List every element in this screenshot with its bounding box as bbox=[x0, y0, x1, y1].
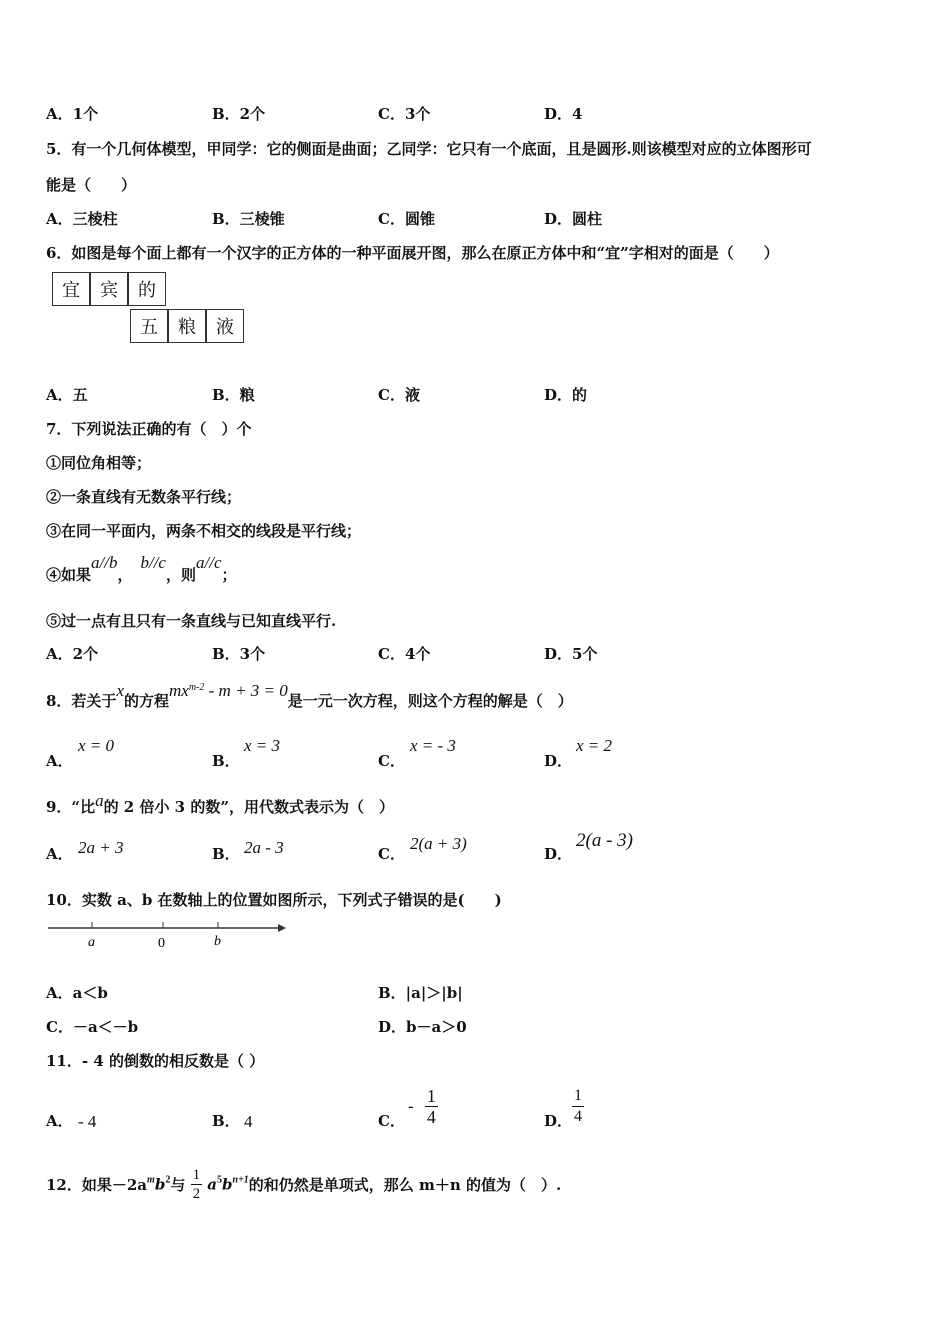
q7-statement-3: ③在同一平面内，两条不相交的线段是平行线； bbox=[46, 522, 362, 540]
q9-suffix: 的 2 倍小 3 的数”，用代数式表示为（ ） bbox=[103, 798, 394, 816]
q7-s4-sep: ， bbox=[117, 566, 133, 584]
q7-s4-then: ，则 bbox=[165, 566, 196, 584]
q11-label-b: B． bbox=[212, 1112, 240, 1130]
q11-label-c: C． bbox=[378, 1112, 405, 1130]
q10-option-d: D．b－a＞0 bbox=[378, 1018, 467, 1036]
q11-c-fraction bbox=[425, 1086, 438, 1127]
number-line-figure bbox=[46, 916, 288, 956]
q10-option-c: C．－a＜－b bbox=[46, 1018, 139, 1036]
q9-label-b: B． bbox=[212, 845, 240, 863]
q7-s4-end: ； bbox=[221, 566, 237, 584]
net-cell-5: 粮 bbox=[168, 309, 206, 343]
axis-label-a: a bbox=[88, 935, 95, 950]
q4-option-a: A．1个 bbox=[46, 105, 99, 123]
q11-value-d bbox=[572, 1086, 584, 1127]
q4-option-b: B．2个 bbox=[212, 105, 266, 123]
q11-stem: 11．- 4 的倒数的相反数是（ ） bbox=[46, 1052, 265, 1070]
net-cell-6: 液 bbox=[206, 309, 244, 343]
q8-stem bbox=[46, 680, 573, 710]
q12-exp-1: m bbox=[147, 1174, 155, 1186]
q4-option-c: C．3个 bbox=[378, 105, 431, 123]
q10-stem: 10．实数 a、b 在数轴上的位置如图所示，下列式子错误的是( ) bbox=[46, 891, 502, 909]
q7-s4-expr-a: a//b bbox=[91, 553, 118, 572]
q7-option-d: D．5个 bbox=[544, 645, 598, 663]
q12-exp-4: n+1 bbox=[232, 1174, 249, 1186]
number-line-svg bbox=[46, 916, 288, 952]
q9-stem bbox=[46, 790, 394, 816]
q6-option-d: D．的 bbox=[544, 386, 588, 404]
q8-value-c: x = - 3 bbox=[410, 736, 456, 755]
q7-statement-4 bbox=[46, 552, 237, 584]
q5-stem-line2: 能是（ ） bbox=[46, 176, 137, 194]
q9-value-d: 2(a - 3) bbox=[576, 830, 633, 851]
q11-value-a: - 4 bbox=[78, 1112, 97, 1131]
q12-prefix: 12．如果－2a bbox=[46, 1176, 148, 1194]
q7-statement-5: ⑤过一点有且只有一条直线与已知直线平行. bbox=[46, 612, 337, 630]
q8-mid: 的方程 bbox=[123, 692, 169, 710]
q5-option-c: C．圆锥 bbox=[378, 210, 435, 228]
q6-option-c: C．液 bbox=[378, 386, 420, 404]
net-cell-4: 五 bbox=[130, 309, 168, 343]
q12-fraction bbox=[191, 1166, 203, 1203]
q8-prefix: 8．若关于 bbox=[46, 692, 117, 710]
q10-option-b: B．|a|＞|b| bbox=[378, 984, 463, 1002]
q7-s4-expr-c: a//c bbox=[196, 553, 222, 572]
net-cell-3: 的 bbox=[128, 272, 166, 306]
q5-option-b: B．三棱锥 bbox=[212, 210, 285, 228]
q12-exp-3: 5 bbox=[217, 1174, 223, 1186]
q7-s4-prefix: ④如果 bbox=[46, 566, 92, 584]
q9-value-b: 2a - 3 bbox=[244, 838, 284, 857]
q11-label-d: D． bbox=[544, 1112, 573, 1130]
q6-option-b: B．粮 bbox=[212, 386, 255, 404]
q7-statement-2: ②一条直线有无数条平行线； bbox=[46, 488, 242, 506]
q7-s4-expr-b: b//c bbox=[140, 553, 166, 572]
q6-stem: 6．如图是每个面上都有一个汉字的正方体的一种平面展开图，那么在原正方体中和“宜”字相对的面是（ ） bbox=[46, 244, 779, 262]
q9-label-c: C． bbox=[378, 845, 405, 863]
q12-exp-2: 2 bbox=[165, 1174, 171, 1186]
q9-value-a: 2a + 3 bbox=[78, 838, 124, 857]
q11-value-c bbox=[408, 1086, 438, 1127]
q11-value-b: 4 bbox=[244, 1112, 253, 1131]
q9-label-d: D． bbox=[544, 845, 573, 863]
q11-c-sign: - bbox=[408, 1096, 414, 1116]
q8-label-d: D． bbox=[544, 752, 573, 770]
net-cell-1: 宜 bbox=[52, 272, 90, 306]
q7-option-c: C．4个 bbox=[378, 645, 431, 663]
q7-stem: 7．下列说法正确的有（ ）个 bbox=[46, 420, 252, 438]
q8-variable: x bbox=[116, 681, 124, 700]
q9-variable: a bbox=[95, 791, 104, 810]
q10-option-a: A．a＜b bbox=[46, 984, 108, 1002]
q6-option-a: A．五 bbox=[46, 386, 88, 404]
q7-statement-1: ①同位角相等； bbox=[46, 454, 152, 472]
q8-value-b: x = 3 bbox=[244, 736, 281, 755]
q12-term2-b: b bbox=[222, 1175, 233, 1194]
q8-equation-base: mx bbox=[169, 681, 189, 700]
q12-denominator: 2 bbox=[192, 1186, 201, 1202]
net-cell-2: 宾 bbox=[90, 272, 128, 306]
q7-option-b: B．3个 bbox=[212, 645, 266, 663]
q11-label-a: A． bbox=[46, 1112, 73, 1130]
q9-label-a: A． bbox=[46, 845, 73, 863]
q11-d-numerator: 1 bbox=[572, 1086, 584, 1107]
q8-equation-rest: - m + 3 = 0 bbox=[204, 681, 288, 700]
q8-label-b: B． bbox=[212, 752, 240, 770]
q5-stem-line1: 5．有一个几何体模型，甲同学：它的侧面是曲面；乙同学：它只有一个底面，且是圆形.则该模型对应的立体图形可 bbox=[46, 140, 812, 158]
q8-suffix: 是一元一次方程，则这个方程的解是（ ） bbox=[287, 692, 573, 710]
q11-d-denominator: 4 bbox=[574, 1108, 582, 1125]
q9-value-c: 2(a + 3) bbox=[410, 834, 467, 853]
axis-label-b: b bbox=[214, 934, 221, 949]
number-line-arrow bbox=[278, 924, 286, 932]
q9-prefix: 9．“比 bbox=[46, 798, 96, 816]
q8-value-d: x = 2 bbox=[576, 736, 613, 755]
q12-term2-a: a bbox=[207, 1175, 218, 1194]
q11-c-numerator: 1 bbox=[426, 1086, 436, 1106]
q12-stem bbox=[46, 1166, 561, 1203]
q11-d-fraction bbox=[572, 1086, 584, 1127]
axis-label-0: 0 bbox=[158, 936, 165, 951]
q12-numerator: 1 bbox=[192, 1167, 201, 1183]
q8-label-c: C． bbox=[378, 752, 405, 770]
q8-label-a: A． bbox=[46, 752, 73, 770]
q12-suffix: 的和仍然是单项式，那么 m＋n 的值为（ ）. bbox=[248, 1176, 562, 1194]
q12-mid: 与 bbox=[170, 1176, 186, 1194]
q12-term1-b: b bbox=[154, 1175, 166, 1194]
q8-equation-exponent: m-2 bbox=[188, 682, 205, 693]
q8-value-a: x = 0 bbox=[78, 736, 115, 755]
q7-option-a: A．2个 bbox=[46, 645, 99, 663]
q11-c-denominator: 4 bbox=[426, 1107, 436, 1127]
q4-option-d: D．4 bbox=[544, 105, 583, 123]
q5-option-a: A．三棱柱 bbox=[46, 210, 118, 228]
q5-option-d: D．圆柱 bbox=[544, 210, 603, 228]
